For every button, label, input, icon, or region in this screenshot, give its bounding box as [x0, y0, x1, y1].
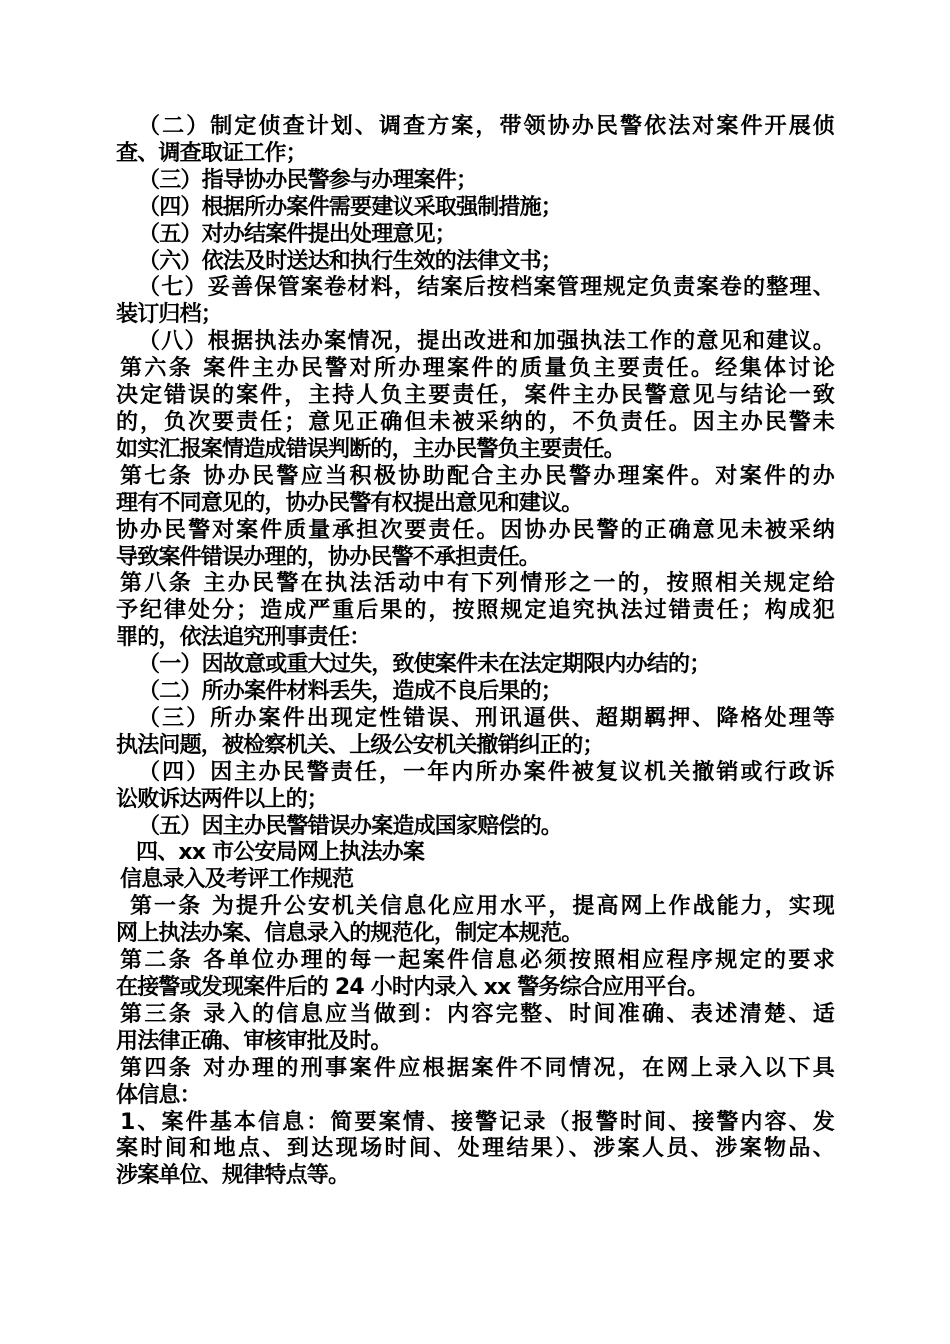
text-line: （七）妥善保管案卷材料，结案后按档案管理规定负责案卷的整理、 [138, 275, 834, 301]
text-line: 执法问题，被检察机关、上级公安机关撤销纠正的； [116, 732, 604, 758]
text-line: （四）根据所办案件需要建议采取强制措施； [138, 194, 563, 220]
text-line: 理有不同意见的，协办民警有权提出意见和建议。 [116, 490, 583, 516]
text-line: 协办民警对案件质量承担次要责任。因协办民警的正确意见未被采纳 [116, 517, 834, 543]
text-line: （五）对办结案件提出处理意见； [138, 221, 457, 247]
text-line: 装订归档； [116, 302, 223, 328]
text-line: 讼败诉达两件以上的； [116, 786, 329, 812]
text-line: 第二条 各单位办理的每一起案件信息必须按照相应程序规定的要求 [120, 948, 834, 974]
text-line: 第七条 协办民警应当积极协助配合主办民警办理案件。对案件的办 [120, 463, 834, 489]
text-line: （三）所办案件出现定性错误、刑讯逼供、超期羁押、降格处理等 [138, 705, 834, 731]
text-line: 导致案件错误办理的，协办民警不承担责任。 [116, 544, 541, 570]
text-line: 的，负次要责任；意见正确但未被采纳的，不负责任。因主办民警未 [116, 409, 834, 435]
text-line: 案时间和地点、到达现场时间、处理结果）、涉案人员、涉案物品、 [116, 1136, 834, 1162]
text-line: 1、案件基本信息：简要案情、接警记录（报警时间、接警内容、发 [120, 1109, 834, 1135]
text-line: （二）所办案件材料丢失，造成不良后果的； [138, 679, 563, 705]
text-line: 第三条 录入的信息应当做到：内容完整、时间准确、表述清楚、适 [120, 1001, 834, 1027]
text-line: 第六条 案件主办民警对所办理案件的质量负主要责任。经集体讨论 [120, 356, 834, 382]
section-heading: 四、xx 市公安局网上执法办案 [136, 840, 425, 866]
text-line: （二）制定侦查计划、调查方案，带领协办民警依法对案件开展侦 [138, 114, 834, 139]
text-line: 决定错误的案件，主持人负主要责任，案件主办民警意见与结论一致 [116, 383, 834, 409]
text-line: （三）指导协办民警参与办理案件； [138, 167, 478, 193]
text-line: 在接警或发现案件后的 24 小时内录入 xx 警务综合应用平台。 [116, 975, 709, 1000]
text-line: 予纪律处分；造成严重后果的，按照规定追究执法过错责任；构成犯 [116, 598, 834, 624]
text-line: 查、调查取证工作； [116, 140, 307, 166]
text-line: 网上执法办案、信息录入的规范化，制定本规范。 [116, 921, 583, 947]
text-line: （五）因主办民警错误办案造成国家赔偿的。 [138, 813, 563, 839]
text-line: 第四条 对办理的刑事案件应根据案件不同情况，在网上录入以下具 [120, 1055, 834, 1081]
document-body [116, 114, 834, 1190]
text-line: 体信息： [116, 1082, 201, 1108]
text-line: 第八条 主办民警在执法活动中有下列情形之一的，按照相关规定给 [120, 571, 834, 597]
text-line: 涉案单位、规律特点等。 [116, 1163, 350, 1189]
section-heading: 信息录入及考评工作规范 [120, 867, 354, 893]
text-line: （一）因故意或重大过失，致使案件未在法定期限内办结的； [138, 652, 711, 678]
text-line: （四）因主办民警责任，一年内所办案件被复议机关撤销或行政诉 [138, 759, 834, 785]
text-line: 如实汇报案情造成错误判断的，主办民警负主要责任。 [116, 436, 625, 462]
text-line: （六）依法及时送达和执行生效的法律文书； [138, 248, 563, 274]
text-line: 第一条 为提升公安机关信息化应用水平，提高网上作战能力，实现 [130, 894, 834, 920]
text-line: （八）根据执法办案情况，提出改进和加强执法工作的意见和建议。 [138, 329, 834, 355]
text-line: 用法律正确、审核审批及时。 [116, 1028, 392, 1054]
text-line: 罪的，依法追究刑事责任： [116, 625, 371, 651]
